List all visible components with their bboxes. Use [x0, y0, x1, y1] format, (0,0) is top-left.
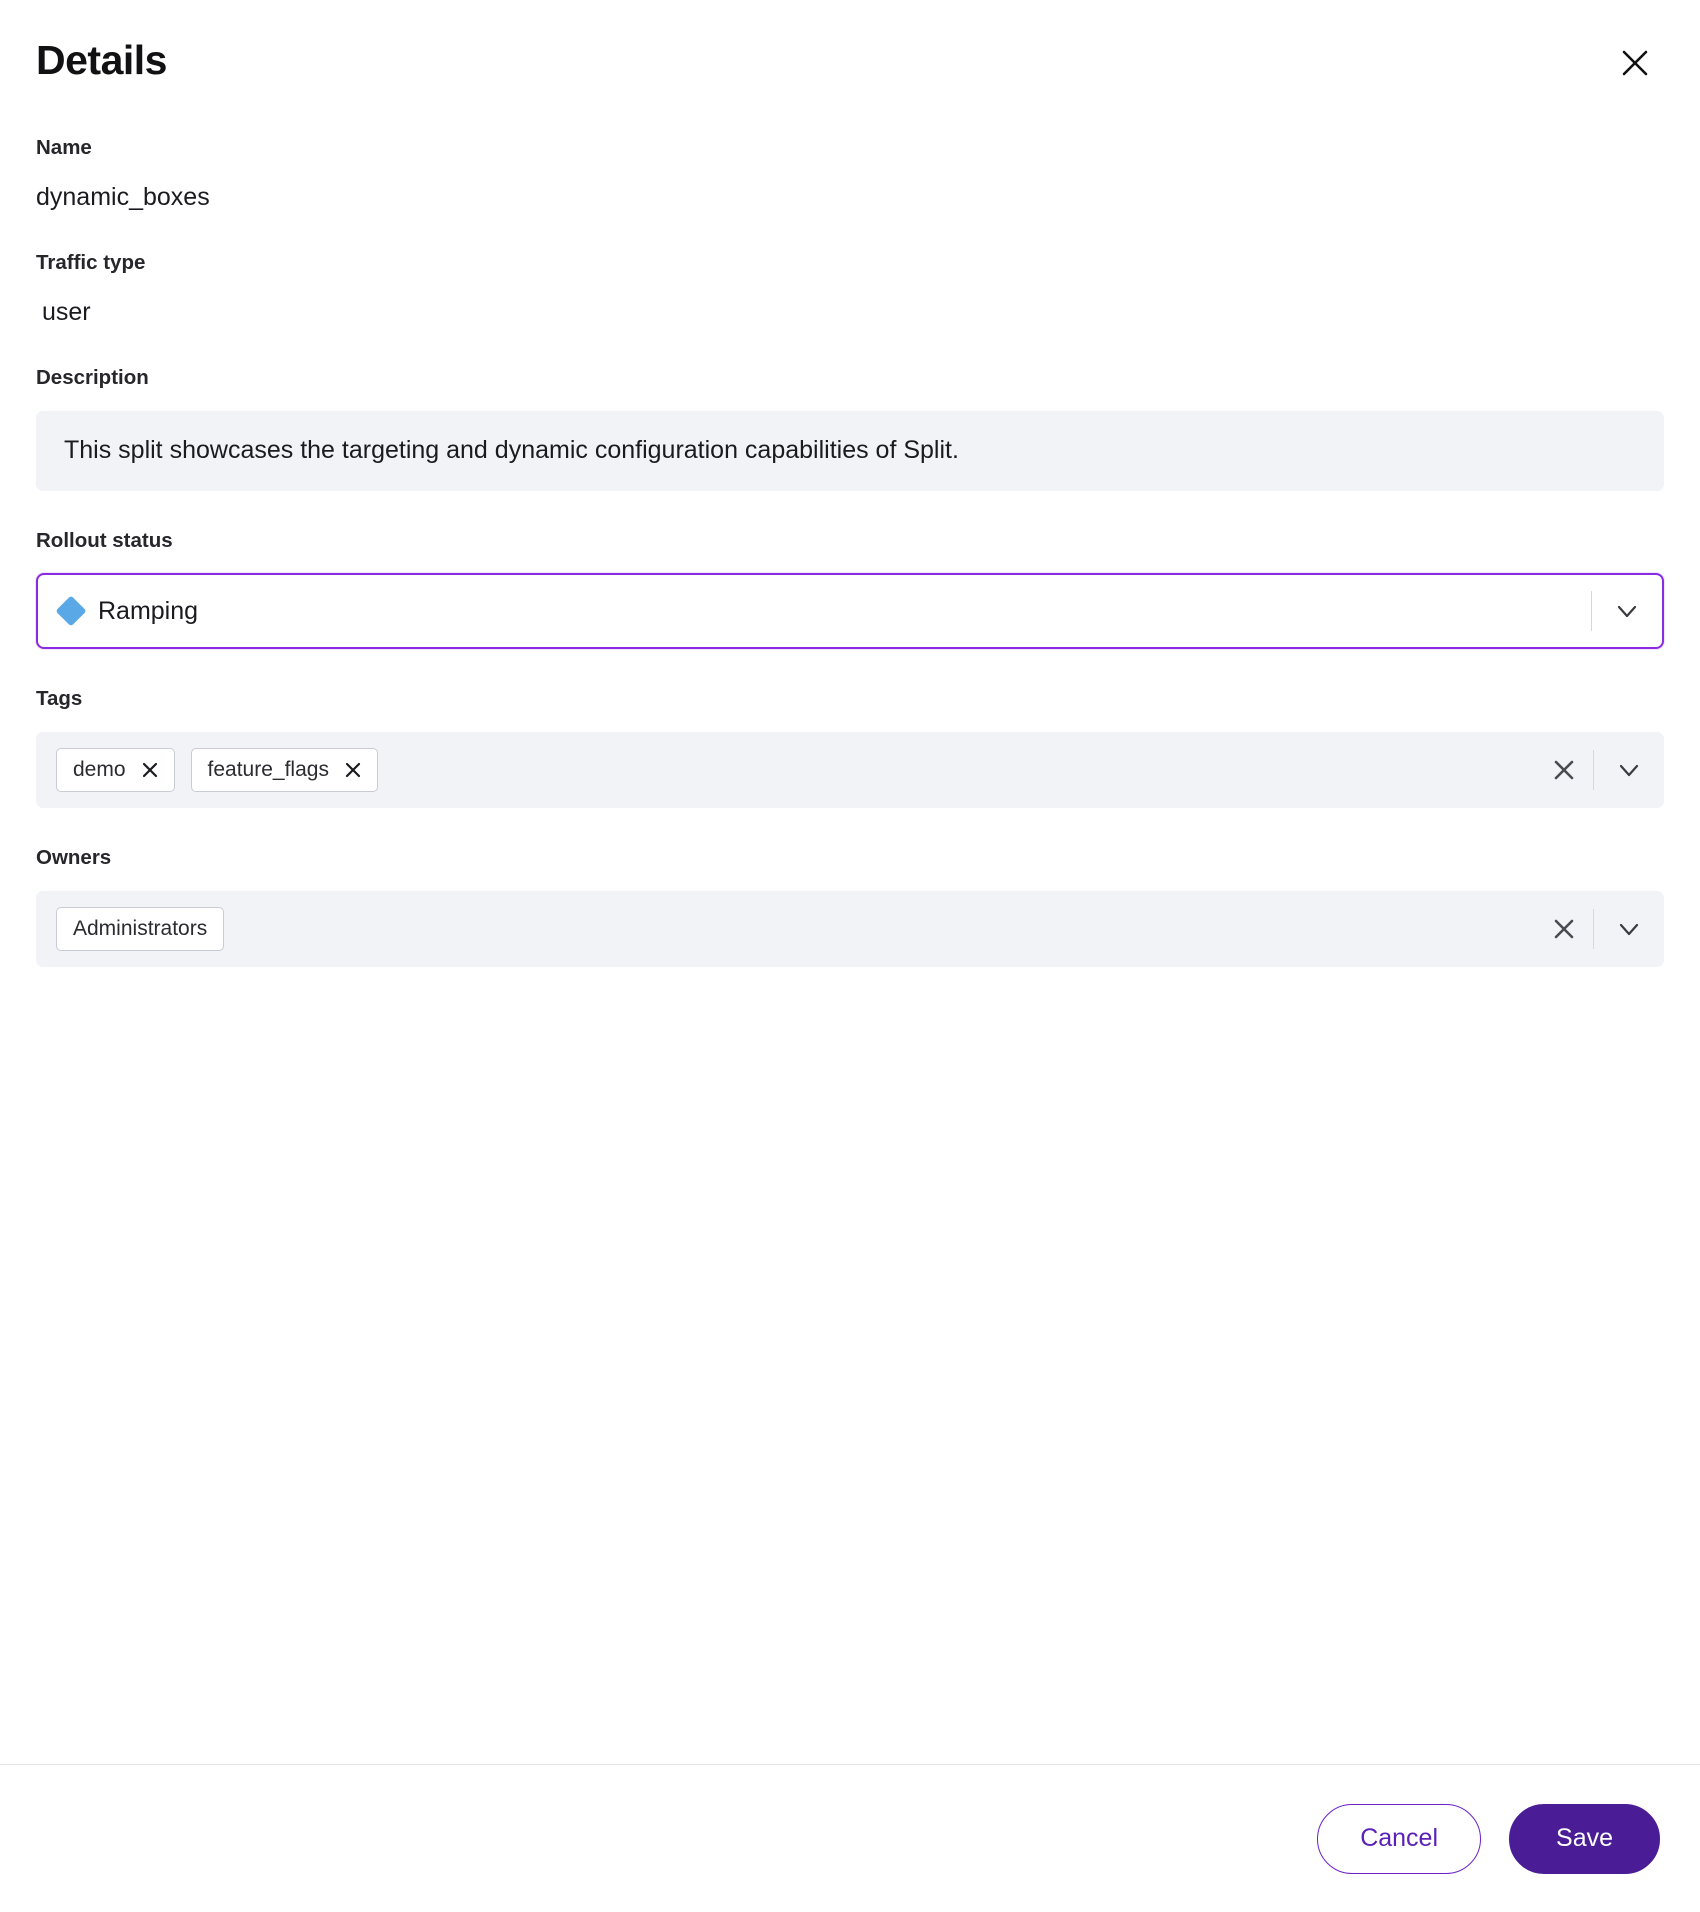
description-value: This split showcases the targeting and dynamic configuration capabilities of Split.	[64, 435, 959, 464]
save-button[interactable]: Save	[1509, 1804, 1660, 1874]
close-glyph	[1620, 48, 1650, 78]
rollout-status-selected	[60, 597, 1591, 626]
clear-icon[interactable]	[1535, 733, 1593, 807]
owners-multiselect[interactable]	[36, 891, 1664, 967]
list-item[interactable]	[56, 907, 224, 951]
tag-label: feature_flags	[207, 757, 329, 781]
chevron-glyph	[1616, 757, 1642, 783]
cancel-button[interactable]: Cancel	[1317, 1804, 1481, 1874]
remove-tag-icon[interactable]	[343, 760, 363, 780]
traffic-type-label: Traffic type	[36, 251, 146, 275]
field-description	[36, 366, 1664, 491]
description-label: Description	[36, 366, 149, 390]
dialog-footer	[0, 1764, 1700, 1912]
chevron-glyph	[1616, 916, 1642, 942]
dialog-header	[36, 34, 1664, 86]
chevron-down-icon[interactable]	[1594, 892, 1664, 966]
list-item[interactable]	[56, 748, 175, 792]
list-item[interactable]	[191, 748, 378, 792]
chip-close-glyph	[344, 761, 362, 779]
name-label: Name	[36, 136, 92, 159]
close-icon[interactable]	[1612, 40, 1658, 86]
rollout-status-label: Rollout status	[36, 528, 173, 552]
field-name	[36, 136, 1664, 213]
traffic-type-value: user	[42, 297, 91, 326]
tags-chip-list	[56, 738, 1535, 802]
rollout-status-value: Ramping	[98, 596, 199, 625]
name-value: dynamic_boxes	[36, 182, 210, 211]
status-diamond-icon	[55, 596, 86, 627]
owners-label: Owners	[36, 845, 112, 869]
clear-glyph	[1551, 757, 1577, 783]
field-rollout-status	[36, 529, 1664, 650]
field-traffic-type	[36, 251, 1664, 328]
remove-tag-icon[interactable]	[140, 760, 160, 780]
chip-close-glyph	[141, 761, 159, 779]
chevron-glyph	[1614, 598, 1640, 624]
page-title: Details	[36, 37, 167, 83]
tag-label: demo	[73, 757, 126, 781]
tags-label: Tags	[36, 687, 83, 711]
clear-icon[interactable]	[1535, 892, 1593, 966]
field-owners	[36, 846, 1664, 967]
description-input[interactable]	[36, 411, 1664, 491]
chevron-down-icon[interactable]	[1592, 574, 1662, 648]
owners-chip-list	[56, 897, 1535, 961]
chevron-down-icon[interactable]	[1594, 733, 1664, 807]
tags-multiselect[interactable]	[36, 732, 1664, 808]
field-tags	[36, 687, 1664, 808]
rollout-status-select[interactable]	[36, 573, 1664, 649]
clear-glyph	[1551, 916, 1577, 942]
owner-label: Administrators	[73, 916, 208, 940]
